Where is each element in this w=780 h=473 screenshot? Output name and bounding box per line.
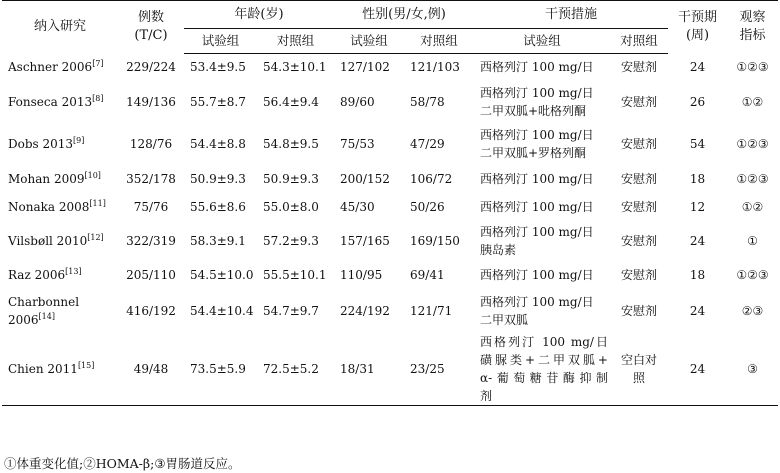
intervention-ctrl-cell — [610, 124, 668, 165]
header-period: 干预期 (周) — [668, 1, 727, 54]
intervention-ctrl-cell — [610, 193, 668, 221]
age-exp-cell: 73.5±5.9 — [184, 333, 257, 406]
control-line: 空白对 — [621, 352, 658, 367]
study-cell — [2, 81, 118, 124]
observation-cell: ②③ — [741, 303, 764, 318]
observation-cell: ①②③ — [736, 137, 769, 151]
intervention-ctrl-cell — [610, 289, 668, 333]
age-ctrl-cell: 55.5±10.1 — [263, 267, 327, 282]
sex-exp-cell: 110/95 — [340, 267, 383, 282]
intervention-exp-cell — [474, 333, 610, 406]
age-ctrl-cell: 54.7±9.7 — [263, 303, 319, 318]
period-cell: 54 — [689, 137, 706, 151]
intervention-ctrl-cell — [610, 261, 668, 289]
period-cell: 24 — [689, 303, 706, 318]
intervention-exp-cell — [474, 289, 610, 333]
table-row — [2, 221, 778, 261]
cases-cell: 322/319 — [126, 233, 176, 248]
age-ctrl-cell: 50.9±9.3 — [263, 171, 319, 186]
intervention-exp-cell — [474, 261, 610, 289]
sex-ctrl-cell: 169/150 — [410, 233, 460, 248]
control-line: 安慰剂 — [621, 171, 658, 186]
header-age-ctrl: 对照组 — [257, 29, 334, 54]
intervention-line: 二甲双胍 — [480, 312, 529, 327]
intervention-line: 西格列汀 100 mg/日 — [480, 294, 594, 309]
characteristics-table — [2, 0, 778, 406]
age-exp-cell: 54.4±8.8 — [190, 137, 246, 151]
cases-cell: 205/110 — [126, 267, 176, 282]
intervention-line: 西格列汀 100 mg/日 — [480, 86, 594, 100]
study-name: Nonaka 2008 — [8, 199, 90, 214]
study-name: Mohan 2009 — [8, 171, 85, 186]
reference-marker: [15] — [77, 360, 95, 370]
observation-cell: ①② — [741, 199, 764, 214]
age-exp-cell: 58.3±9.1 — [190, 233, 246, 248]
period-cell: 18 — [689, 171, 706, 186]
header-intervention: 干预措施 — [474, 1, 668, 29]
intervention-line: 西格列汀 100 mg/日 — [480, 60, 594, 75]
header-sex-ctrl: 对照组 — [404, 29, 474, 54]
sex-ctrl-cell: 106/72 — [410, 171, 453, 186]
sex-ctrl-cell: 121/103 — [410, 60, 460, 75]
study-name: Chien 2011 — [8, 361, 78, 376]
intervention-line: 剂 — [480, 388, 493, 403]
age-ctrl-cell: 72.5±5.2 — [257, 333, 334, 406]
study-cell — [2, 333, 118, 406]
intervention-line: 西格列汀 100 mg/日 — [480, 199, 594, 214]
period-cell: 18 — [689, 267, 706, 282]
sex-exp-cell: 224/192 — [340, 303, 390, 318]
observation-cell: ①②③ — [736, 171, 769, 186]
sex-exp-cell: 157/165 — [340, 233, 390, 248]
table-row — [2, 124, 778, 165]
study-name: Raz 2006 — [8, 267, 66, 282]
age-ctrl-cell: 57.2±9.3 — [263, 233, 319, 248]
sex-exp-cell: 127/102 — [340, 60, 390, 75]
intervention-exp-cell — [474, 165, 610, 193]
intervention-line: 西格列汀 100 mg/日 — [480, 128, 594, 142]
table-row — [2, 165, 778, 193]
study-name: Vilsbøll 2010 — [8, 233, 88, 248]
age-exp-cell: 54.5±10.0 — [190, 267, 254, 282]
observation-cell: ① — [747, 233, 758, 248]
reference-marker: [7] — [92, 59, 104, 68]
age-ctrl-cell: 54.8±9.5 — [263, 137, 319, 151]
header-sex: 性别(男/女,例) — [334, 1, 474, 29]
study-name: Dobs 2013 — [8, 137, 74, 151]
sex-exp-cell: 89/60 — [340, 95, 375, 109]
study-cell — [2, 124, 118, 165]
period-cell: 12 — [689, 199, 706, 214]
sex-exp-cell: 45/30 — [340, 199, 375, 214]
age-exp-cell: 50.9±9.3 — [190, 171, 246, 186]
header-age-exp: 试验组 — [184, 29, 257, 54]
control-line: 安慰剂 — [621, 60, 658, 75]
table-row — [2, 333, 778, 406]
control-line: 安慰剂 — [621, 267, 658, 282]
sex-ctrl-cell: 121/71 — [410, 303, 453, 318]
cases-cell: 352/178 — [126, 171, 176, 186]
intervention-line: 西格列汀 100 mg/日 — [480, 171, 594, 186]
reference-marker: [14] — [38, 311, 55, 321]
table-footnote: ①体重变化值;②HOMA-β;③胃肠道反应。 — [4, 456, 241, 471]
study-cell — [2, 54, 118, 81]
study-name: Aschner 2006 — [8, 60, 93, 74]
cases-cell: 149/136 — [126, 95, 176, 109]
study-cell — [2, 261, 118, 289]
age-exp-cell: 53.4±9.5 — [190, 60, 246, 75]
age-exp-cell: 54.4±10.4 — [190, 303, 254, 318]
control-line: 照 — [633, 370, 646, 385]
study-year: 2006 — [8, 312, 39, 327]
control-line: 安慰剂 — [621, 137, 658, 151]
header-int-ctrl: 对照组 — [610, 29, 668, 54]
intervention-exp-cell — [474, 54, 610, 81]
cases-cell: 75/76 — [133, 199, 169, 214]
table-row — [2, 193, 778, 221]
cases-cell: 128/76 — [129, 137, 173, 151]
cases-cell: 416/192 — [126, 303, 176, 318]
study-cell — [2, 289, 118, 333]
control-line: 安慰剂 — [621, 233, 658, 248]
age-ctrl-cell: 54.3±10.1 — [263, 60, 327, 75]
table-row — [2, 289, 778, 333]
intervention-exp-cell — [474, 81, 610, 124]
study-cell — [2, 221, 118, 261]
cases-cell: 49/48 — [118, 333, 184, 406]
sex-exp-cell: 75/53 — [340, 137, 375, 151]
study-cell — [2, 193, 118, 221]
control-line: 安慰剂 — [621, 95, 658, 109]
intervention-line: 磺脲类+二甲双胍+ — [480, 352, 608, 367]
table-row — [2, 54, 778, 81]
intervention-line: 二甲双胍+罗格列酮 — [480, 146, 587, 160]
observation-cell: ①② — [741, 95, 764, 109]
intervention-line: 西格列汀 100 mg/日 — [480, 224, 594, 239]
header-sex-exp: 试验组 — [334, 29, 404, 54]
intervention-ctrl-cell — [610, 221, 668, 261]
table-row — [2, 261, 778, 289]
reference-marker: [13] — [65, 266, 82, 276]
intervention-ctrl-cell — [610, 81, 668, 124]
intervention-exp-cell — [474, 124, 610, 165]
header-study: 纳入研究 — [2, 1, 118, 54]
intervention-line: 二甲双胍+吡格列酮 — [480, 104, 587, 118]
period-cell: 24 — [689, 60, 706, 74]
header-cases: 例数 (T/C) — [118, 1, 184, 54]
sex-exp-cell: 200/152 — [340, 171, 390, 186]
observation-cell: ③ — [727, 333, 778, 406]
reference-marker: [8] — [92, 94, 104, 103]
observation-cell: ①②③ — [736, 60, 769, 74]
intervention-line: α-葡萄糖苷酶抑制 — [480, 370, 608, 385]
sex-ctrl-cell: 50/26 — [410, 199, 445, 214]
sex-ctrl-cell: 69/41 — [410, 267, 445, 282]
intervention-ctrl-cell — [610, 333, 668, 406]
reference-marker: [9] — [73, 136, 85, 145]
period-cell: 26 — [689, 95, 706, 109]
control-line: 安慰剂 — [621, 303, 658, 318]
study-name: Fonseca 2013 — [8, 95, 93, 109]
intervention-ctrl-cell — [610, 54, 668, 81]
control-line: 安慰剂 — [621, 199, 658, 214]
header-row-1 — [2, 1, 778, 29]
table-row — [2, 81, 778, 124]
sex-ctrl-cell: 58/78 — [410, 95, 445, 109]
intervention-line: 西格列汀 100 mg/日 — [480, 334, 608, 349]
study-cell — [2, 165, 118, 193]
reference-marker: [12] — [87, 232, 104, 242]
age-ctrl-cell: 55.0±8.0 — [263, 199, 319, 214]
header-int-exp: 试验组 — [474, 29, 610, 54]
age-exp-cell: 55.6±8.6 — [190, 199, 246, 214]
age-ctrl-cell: 56.4±9.4 — [263, 95, 319, 109]
reference-marker: [11] — [89, 198, 106, 208]
study-name: Charbonnel — [8, 294, 80, 309]
table-body — [2, 54, 778, 406]
age-exp-cell: 55.7±8.7 — [190, 95, 246, 109]
sex-ctrl-cell: 47/29 — [410, 137, 445, 151]
intervention-line: 西格列汀 100 mg/日 — [480, 267, 594, 282]
cases-cell: 229/224 — [126, 60, 176, 74]
period-cell: 24 — [668, 333, 727, 406]
header-age: 年龄(岁) — [184, 1, 334, 29]
sex-exp-cell: 18/31 — [334, 333, 404, 406]
observation-cell: ①②③ — [736, 267, 769, 282]
reference-marker: [10] — [84, 170, 101, 180]
header-observation: 观察 指标 — [727, 1, 778, 54]
period-cell: 24 — [689, 233, 706, 248]
sex-ctrl-cell: 23/25 — [404, 333, 474, 406]
intervention-ctrl-cell — [610, 165, 668, 193]
intervention-line: 胰岛素 — [480, 242, 517, 257]
intervention-exp-cell — [474, 221, 610, 261]
intervention-exp-cell — [474, 193, 610, 221]
